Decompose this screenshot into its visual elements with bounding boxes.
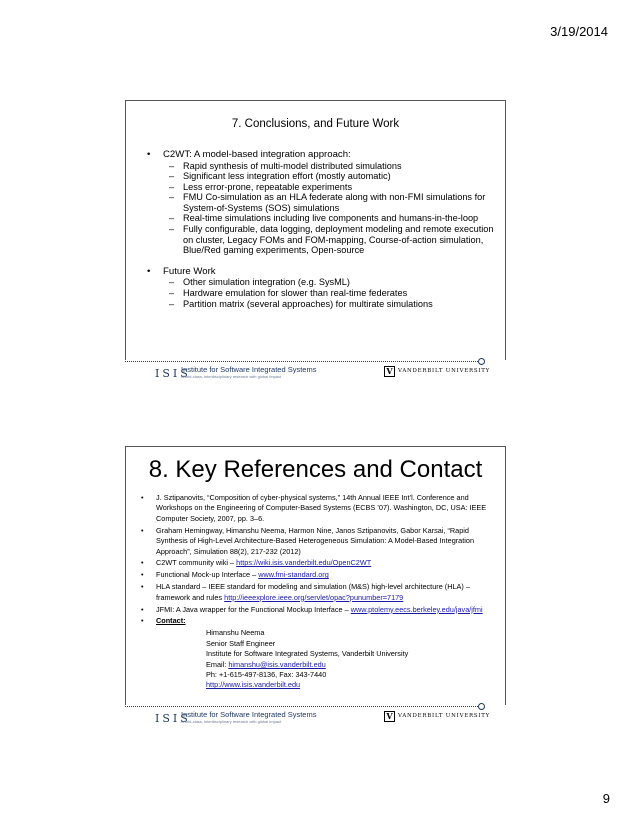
slide-body [147, 149, 497, 309]
reference-text: J. Sztipanovits, “Composition of cyber-physical systems,” 14th Annual IEEE Int’l. Conference and Workshops on the Engineering of Computer-Based Systems (ECBS ’07). Washington, DC, USA: IEEE Computer Society, 2007, pp. 3–6. [156, 493, 487, 523]
website-link[interactable]: http://www.isis.vanderbilt.edu [206, 680, 301, 690]
slide-footer [125, 359, 506, 385]
sub-bullet-text: Partition matrix (several approaches) for multirate simulations [183, 298, 433, 309]
university-name: VANDERBILT UNIVERSITY [398, 368, 491, 374]
sub-bullet-text: Significant less integration effort (mostly automatic) [183, 171, 391, 182]
contact-name: Himanshu Neema [206, 628, 265, 638]
isis-logo: ISIS [155, 367, 191, 380]
footer-rule-end-icon [478, 358, 485, 365]
reference-text: JFMI: A Java wrapper for the Functional Mockup Interface – [156, 604, 351, 614]
slide-body [141, 493, 497, 691]
reference-item: • Functional Mock-up Interface – www.fmi-standard.org [141, 570, 329, 580]
slide-title: 8. Key References and Contact [148, 456, 483, 483]
reference-text: HLA standard – IEEE standard for modeling and simulation (M&S) high-level architecture (HLA) – framework and rules [156, 582, 470, 602]
slide-footer [125, 704, 506, 730]
contact-label: Contact: [156, 616, 186, 626]
contact-role: Senior Staff Engineer [206, 638, 276, 648]
sub-bullet: – FMU Co-simulation as an HLA federate along with non-FMI simulations for System-of-Systems (SOS) simulations [147, 192, 497, 213]
reference-item: • Graham Hemingway, Himanshu Neema, Harmon Nine, Janos Sztipanovits, Gabor Karsai, “Rapid Synthesis of High-Level Architecture-Based Heterogeneous Simulation: A Model-Based Integration Approach”, Simulation 88(2), 217-232 (2012) [141, 526, 497, 557]
page-number: 9 [602, 791, 610, 806]
contact-phone: Ph: +1-615-497-8136, Fax: 343-7440 [206, 670, 327, 679]
sub-bullet-text: Real-time simulations including live components and humans-in-the-loop [183, 213, 479, 224]
sub-bullet: – Partition matrix (several approaches) for multirate simulations [169, 298, 433, 309]
sub-bullet: – Other simulation integration (e.g. SysML) [169, 277, 350, 288]
institute-tagline: World-class, interdisciplinary research with global impact [181, 374, 282, 379]
sub-bullet-text: Rapid synthesis of multi-model distributed simulations [183, 160, 402, 171]
slide-conclusions [125, 100, 506, 385]
sub-bullet: – Real-time simulations including live components and humans-in-the-loop [169, 213, 479, 224]
university-name: VANDERBILT UNIVERSITY [398, 713, 491, 719]
hla-standard-link[interactable]: http://ieeexplore.ieee.org/servlet/opac?punumber=7179 [224, 592, 404, 602]
sub-bullet-text: Hardware emulation for slower than real-time federates [183, 287, 408, 298]
reference-item: • JFMI: A Java wrapper for the Functional Mockup Interface – www.ptolemy.eecs.berkeley.edu/java/jfmi [141, 604, 483, 614]
footer-rule [125, 361, 480, 362]
sub-bullet-text: Other simulation integration (e.g. SysML) [183, 277, 350, 288]
vanderbilt-logo-icon: V [384, 366, 395, 377]
sub-bullet-text: Less error-prone, repeatable experiments [183, 181, 353, 192]
contact-item: • Contact: [141, 616, 186, 626]
email-label: Email: [206, 659, 229, 669]
slide-references [125, 446, 506, 730]
bullet-text: C2WT: A model-based integration approach: [163, 149, 351, 160]
sub-bullet: – Fully configurable, data logging, deployment modeling and remote execution on cluster, Legacy FOMs and FOM-mapping, Course-of-action simulation, Blue/Red gaming experiments, Open-source [147, 224, 497, 256]
email-link[interactable]: himanshu@isis.vanderbilt.edu [228, 659, 326, 669]
sub-bullet: – Hardware emulation for slower than real-time federates [169, 287, 408, 298]
sub-bullet-text: FMU Co-simulation as an HLA federate along with non-FMI simulations for System-of-Systems (SOS) simulations [183, 192, 486, 213]
isis-logo: ISIS [155, 712, 191, 725]
sub-bullet: – Significant less integration effort (mostly automatic) [169, 171, 391, 182]
footer-rule-end-icon [478, 703, 485, 710]
bullet-text: Future Work [163, 265, 216, 277]
institute-tagline: World-class, interdisciplinary research with global impact [181, 719, 282, 724]
date-header: 3/19/2014 [550, 24, 608, 39]
fmi-standard-link[interactable]: www.fmi-standard.org [258, 570, 329, 580]
reference-text: Functional Mock-up Interface – [156, 570, 259, 580]
slide-title: 7. Conclusions, and Future Work [231, 118, 400, 130]
reference-item: • J. Sztipanovits, “Composition of cyber-physical systems,” 14th Annual IEEE Int’l. Conference and Workshops on the Engineering of Computer-Based Systems (ECBS ’07). Washington, DC, USA: IEEE Computer Society, 2007, pp. 3–6. [141, 493, 497, 524]
sub-bullet-text: Fully configurable, data logging, deployment modeling and remote execution on cluster, Legacy FOMs and FOM-mapping, Course-of-action simulation, Blue/Red gaming experiments, Open-source [183, 224, 494, 256]
reference-item: • C2WT community wiki – https://wiki.isis.vanderbilt.edu/OpenC2WT [141, 558, 372, 568]
institute-name: Institute for Software Integrated Systems [181, 710, 317, 719]
jfmi-link[interactable]: www.ptolemy.eecs.berkeley.edu/java/jfmi [350, 604, 483, 614]
bullet-item: • Future Work [147, 265, 216, 277]
bullet-item: • C2WT: A model-based integration approach: [147, 149, 351, 160]
contact-org: Institute for Software Integrated Systems, Vanderbilt University [206, 649, 409, 659]
reference-text: Graham Hemingway, Himanshu Neema, Harmon Nine, Janos Sztipanovits, Gabor Karsai, “Rapid Synthesis of High-Level Architecture-Based Heterogeneous Simulation: A Model-Based Integration Approach”, Simulation 88(2), 217-232 (2012) [156, 525, 475, 556]
footer-rule [125, 706, 480, 707]
institute-name: Institute for Software Integrated Systems [181, 365, 317, 374]
contact-email-line [206, 660, 497, 670]
sub-bullet: – Rapid synthesis of multi-model distributed simulations [169, 160, 402, 171]
c2wt-wiki-link[interactable]: https://wiki.isis.vanderbilt.edu/OpenC2WT [236, 558, 372, 568]
contact-block [141, 628, 497, 690]
vanderbilt-logo-icon: V [384, 711, 395, 722]
reference-item: • HLA standard – IEEE standard for modeling and simulation (M&S) high-level architecture (HLA) – framework and rules http://ieeexplore.ieee.org/servlet/opac?punumber=7179 [141, 582, 470, 602]
reference-text: C2WT community wiki – [156, 558, 237, 568]
sub-bullet: – Less error-prone, repeatable experiments [169, 181, 353, 192]
